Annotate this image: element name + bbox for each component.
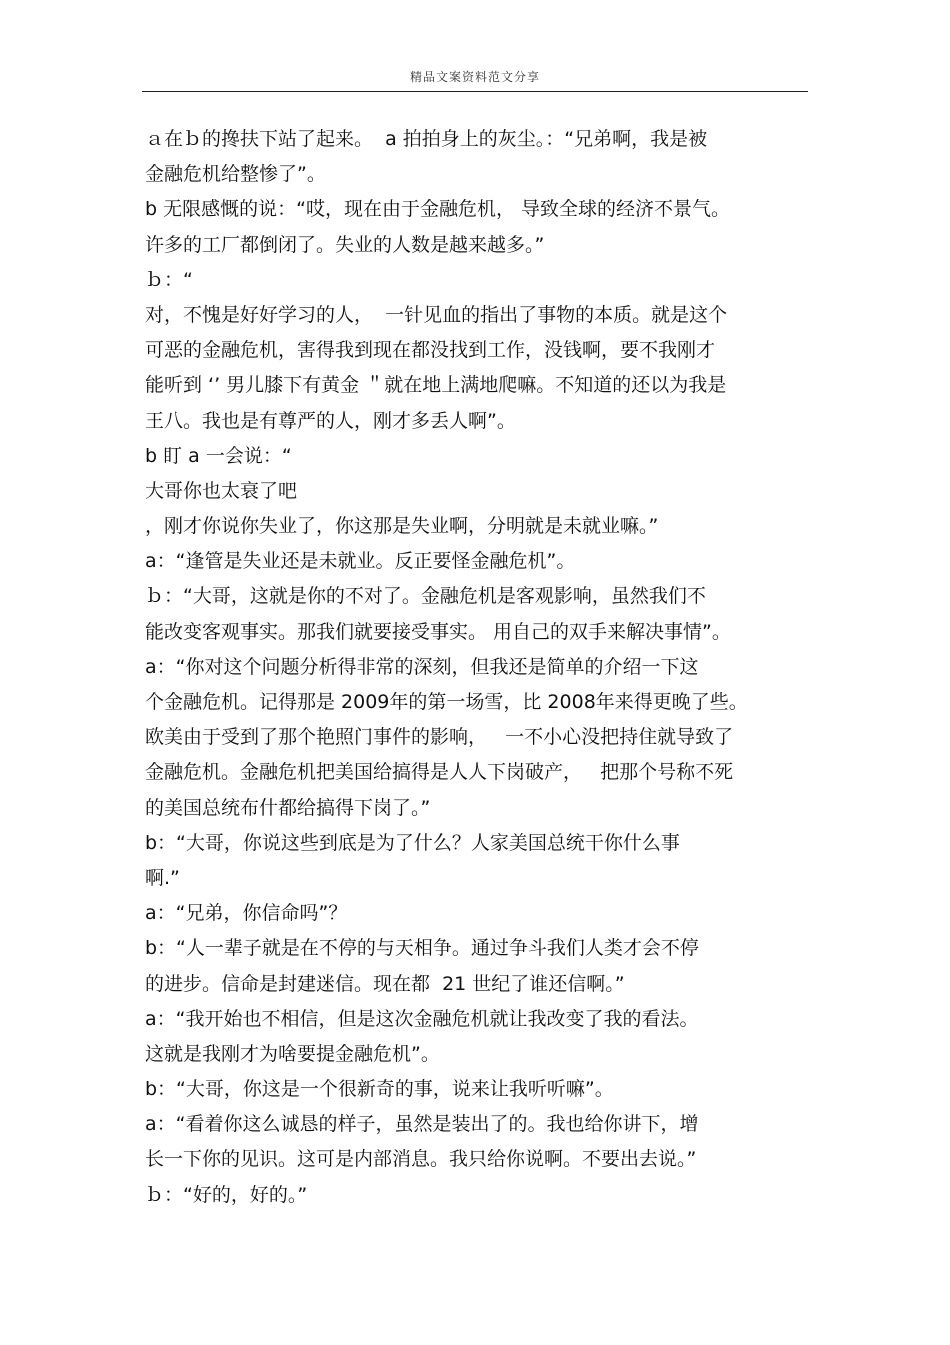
text-line: ｂ：“ [145, 268, 193, 291]
text-line: a：“逢管是失业还是未就业。反正要怪金融危机”。 [145, 550, 576, 573]
text-line: b：“人一辈子就是在不停的与天相争。通过争斗我们人类才会不停 [145, 937, 699, 960]
text-line: 大哥你也太衰了吧 [145, 479, 298, 502]
text-line: 王八。我也是有尊严的人，刚才多丢人啊”。 [145, 409, 516, 432]
header-divider [142, 91, 808, 92]
text-line: b：“大哥，你这是一个很新奇的事，说来让我听听嘛”。 [145, 1078, 614, 1101]
text-line: 能听到 ‘’ 男儿膝下有黄金 ＂就在地上满地爬嘛。不知道的还以为我是 [145, 374, 727, 397]
text-line: 金融危机给整惨了”。 [145, 163, 326, 186]
text-line: 长一下你的见识。这可是内部消息。我只给你说啊。不要出去说。” [145, 1148, 697, 1171]
text-line: b 盯 a 一会说：“ [145, 444, 292, 467]
text-line: b：“大哥，你说这些到底是为了什么？人家美国总统干你什么事 [145, 831, 680, 854]
text-line: 啊.” [145, 866, 180, 889]
text-line: a：“我开始也不相信，但是这次金融危机就让我改变了我的看法。 [145, 1007, 699, 1030]
document-body [145, 122, 825, 1213]
text-line: a：“兄弟，你信命吗”？ [145, 902, 348, 925]
text-line: a：“看着你这么诚恳的样子，虽然是装出了的。我也给你讲下，增 [145, 1113, 699, 1136]
text-line: ｂ：“大哥，这就是你的不对了。金融危机是客观影响，虽然我们不 [145, 585, 706, 608]
text-line: 个金融危机。记得那是 2009年的第一场雪，比 2008年来得更晚了些。 [145, 691, 748, 713]
text-line: ｂ：“好的，好的。” [145, 1183, 308, 1206]
text-line: 这就是我刚才为啥要提金融危机”。 [145, 1042, 440, 1065]
text-line: b 无限感慨的说：“哎，现在由于金融危机， 导致全球的经济不景气。 [145, 198, 730, 221]
page-header: 精品文案资料范文分享 [409, 70, 540, 84]
text-line: 对，不愧是好好学习的人， 一针见血的指出了事物的本质。就是这个 [145, 303, 728, 326]
text-line: ａ在ｂ的搀扶下站了起来。 a 拍拍身上的灰尘。：“兄弟啊，我是被 [145, 128, 708, 150]
text-line: 金融危机。金融危机把美国给搞得是人人下岗破产， 把那个号称不死 [145, 761, 734, 784]
text-line: 可恶的金融危机，害得我到现在都没找到工作，没钱啊，要不我刚才 [145, 339, 716, 362]
text-line: 欧美由于受到了那个艳照门事件的影响， 一不小心没把持住就导致了 [145, 726, 734, 749]
text-line: 的美国总统布什都给搞得下岗了。” [145, 796, 431, 819]
text-line: 能改变客观事实。那我们就要接受事实。 用自己的双手来解决事情”。 [145, 620, 731, 643]
text-line: 许多的工厂都倒闭了。失业的人数是越来越多。” [145, 233, 545, 256]
text-line: ，刚才你说你失业了，你这那是失业啊，分明就是未就业嘛。” [145, 515, 659, 538]
text-line: 的进步。信命是封建迷信。现在都 21 世纪了谁还信啊。” [145, 972, 625, 995]
text-line: a：“你对这个问题分析得非常的深刻，但我还是简单的介绍一下这 [145, 655, 699, 678]
